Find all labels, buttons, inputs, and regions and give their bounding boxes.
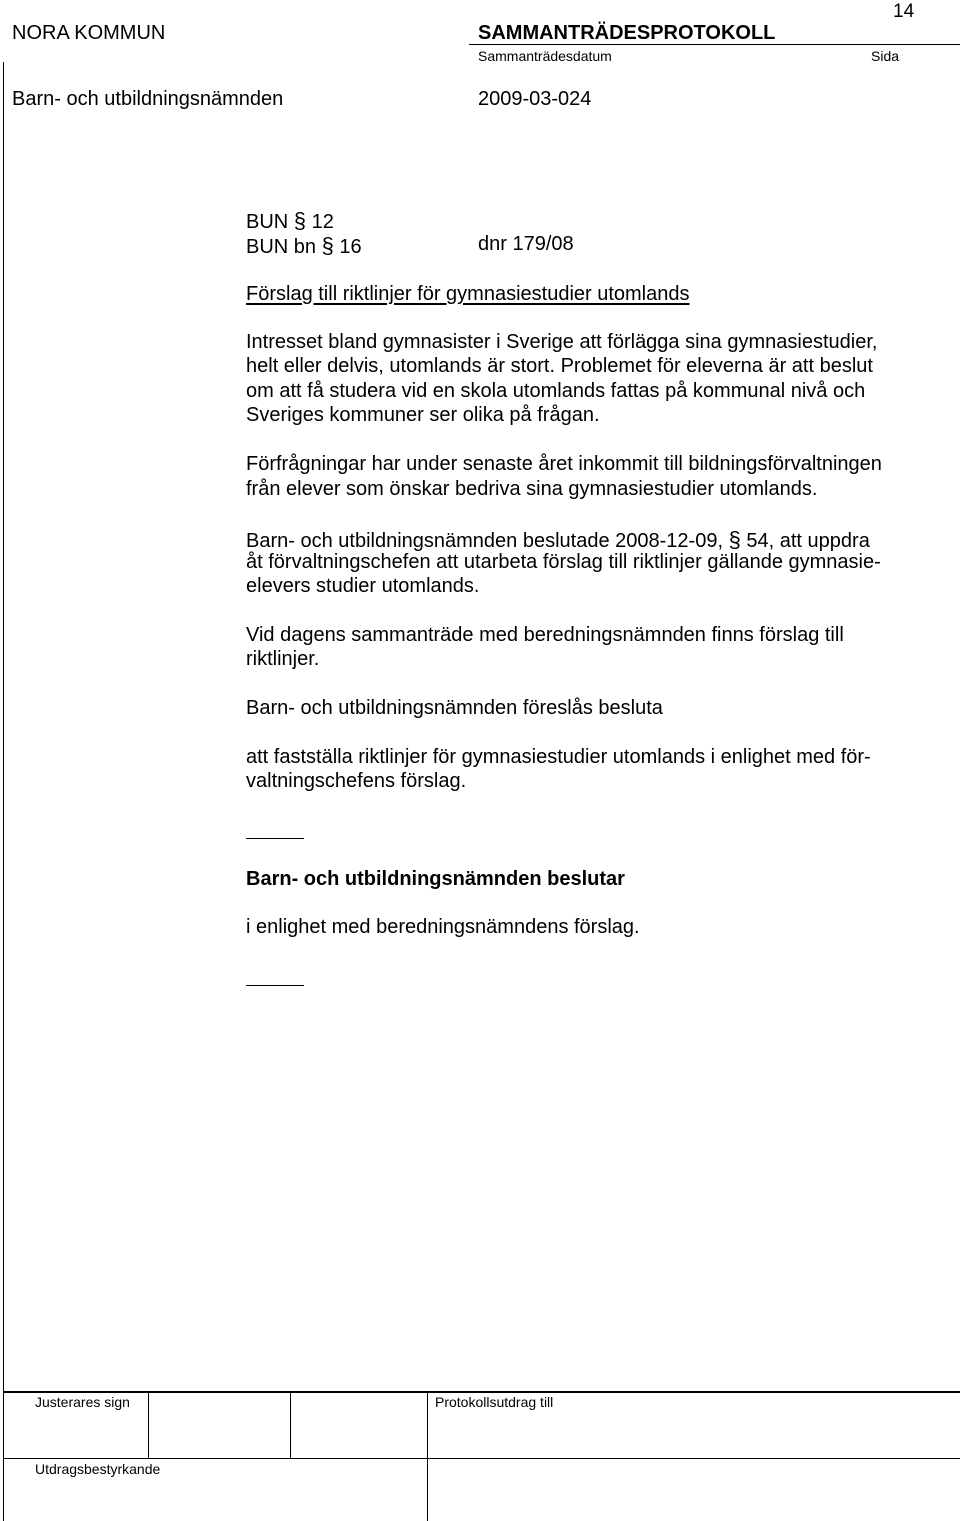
paragraph-line: riktlinjer. [246, 648, 320, 670]
footer-divider [290, 1391, 291, 1458]
municipality-name: NORA KOMMUN [12, 22, 166, 44]
bun-prefix: BUN [246, 211, 289, 233]
paragraph-line: om att få studera vid en skola utomlands fattas på kommunal nivå och [246, 380, 866, 402]
paragraph-line: att fastställa riktlinjer för gymnasiestudier utomlands i enlighet med för- [246, 746, 871, 768]
paragraph-line: Sveriges kommuner ser olika på frågan. [246, 404, 600, 426]
case-number-bun [246, 208, 334, 234]
protokollsutdrag-label: Protokollsutdrag till [435, 1394, 554, 1410]
meeting-date-label: Sammanträdesdatum [478, 48, 612, 64]
p3-rest: 54, att uppdra [746, 530, 870, 552]
case-number-bunbn [246, 233, 362, 259]
section-symbol: § [293, 208, 307, 233]
paragraph-line: Vid dagens sammanträde med beredningsnämnden finns förslag till [246, 624, 844, 646]
page-number: 14 [893, 1, 915, 22]
diary-number: dnr 179/08 [478, 233, 574, 255]
case-heading: Förslag till riktlinjer för gymnasiestudier utomlands [246, 283, 690, 305]
bun-number: 12 [311, 211, 334, 233]
footer-top-rule [3, 1391, 960, 1393]
bunbn-number: 16 [339, 236, 362, 258]
footer-divider [148, 1391, 149, 1458]
paragraph-line: åt förvaltningschefen att utarbeta förslag till riktlinjer gällande gymnasie- [246, 551, 881, 573]
paragraph-line: elevers studier utomlands. [246, 575, 480, 597]
document-title: SAMMANTRÄDESPROTOKOLL [478, 22, 776, 44]
decision-heading: Barn- och utbildningsnämnden beslutar [246, 868, 625, 890]
section-symbol: § [321, 233, 334, 258]
footer-mid-rule [3, 1458, 960, 1459]
decision-text: i enlighet med beredningsnämndens förslag. [246, 916, 640, 938]
p3-start: Barn- och utbildningsnämnden beslutade 2008-12-09, [246, 530, 724, 552]
section-symbol: § [728, 527, 741, 552]
utdragsbestyrkande-label: Utdragsbestyrkande [35, 1461, 161, 1477]
footer-divider [427, 1391, 428, 1521]
separator-rule [246, 985, 304, 986]
header-rule [469, 44, 960, 45]
separator-rule [246, 838, 304, 839]
paragraph-line [246, 527, 870, 553]
page-label: Sida [871, 48, 900, 64]
paragraph-line: helt eller delvis, utomlands är stort. Problemet för eleverna är att beslut [246, 355, 873, 377]
bunbn-prefix: BUN bn [246, 236, 317, 258]
proposal-intro: Barn- och utbildningsnämnden föreslås besluta [246, 697, 663, 719]
meeting-date: 2009-03-024 [478, 88, 592, 110]
committee-name: Barn- och utbildningsnämnden [12, 88, 284, 110]
paragraph-line: Intresset bland gymnasister i Sverige att förlägga sina gymnasiestudier, [246, 331, 878, 353]
paragraph-line: valtningschefens förslag. [246, 770, 467, 792]
paragraph-line: Förfrågningar har under senaste året inkommit till bildningsförvaltningen [246, 453, 882, 475]
signature-table [3, 1391, 960, 1521]
paragraph-line: från elever som önskar bedriva sina gymnasiestudier utomlands. [246, 478, 818, 500]
justerares-sign-label: Justerares sign [35, 1394, 130, 1410]
left-margin-rule [3, 62, 4, 1521]
